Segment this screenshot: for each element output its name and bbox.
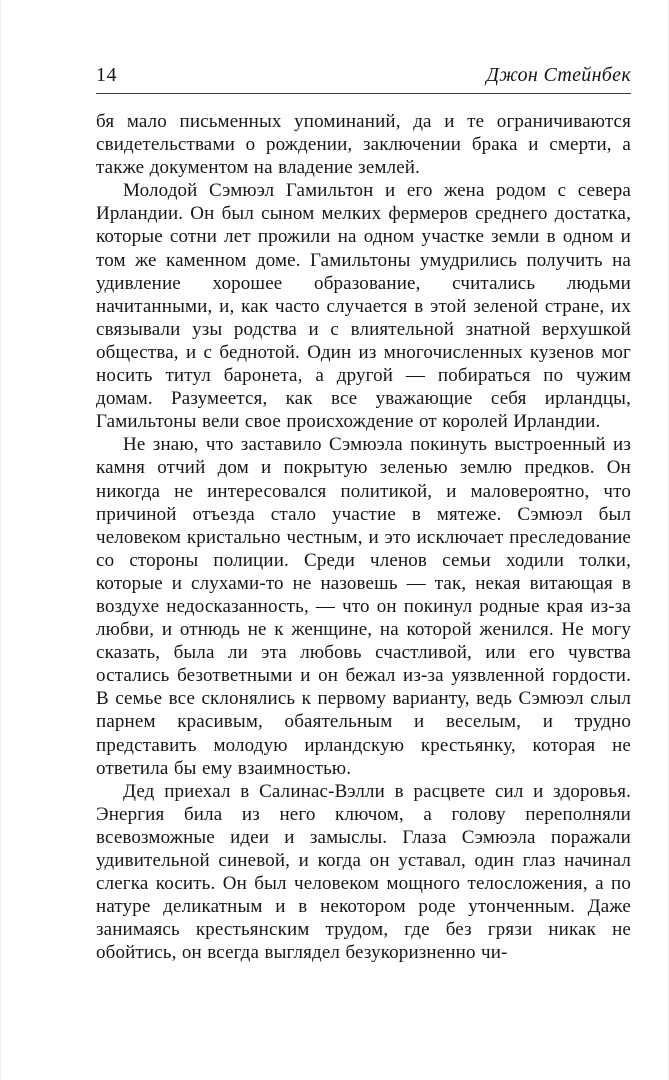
paragraph-continuation: бя мало письменных упоминаний, да и те ограничиваются свидетельствами о рождении, заключении брака и смерти, а также документом на владение землей. [96, 111, 631, 179]
paragraph-leaving-ireland: Не знаю, что заставило Сэмюэла покинуть выстроенный из камня отчий дом и покрытую зеленью землю предков. Он никогда не интересовался политикой, и маловероятно, что причиной отъезда стало участие в мятеже. Сэмюэл был человеком кристально честным, и это исключает преследование со стороны полиции. Среди членов семьи ходили толки, которые и слухами-то не назовешь — так, некая витающая в воздухе недосказанность, — что он покинул родные края из-за любви, и отнюдь не к женщине, на которой женился. Не могу сказать, была ли эта любовь счастливой, или его чувства остались безответными и он бежал из-за уязвленной гордости. В семье все склонялись к первому варианту, ведь Сэмюэл слыл парнем красивым, обаятельным и веселым, и трудно представить молодую ирландскую крестьянку, которая не ответила бы ему взаимностью. [96, 434, 631, 779]
running-title-author: Джон Стейнбек [486, 64, 631, 86]
page-body [96, 110, 631, 964]
paragraph-salinas-arrival: Дед приехал в Салинас-Вэлли в расцвете сил и здоровья. Энергия била из него ключом, а голову переполняли всевозможные идеи и замыслы. Глаза Сэмюэла поражали удивительной синевой, и когда он уставал, один глаз начинал слегка косить. Он был человеком мощного телосложения, а по натуре деликатным и в некотором роде утонченным. Даже занимаясь крестьянским трудом, где без грязи никак не обойтись, он всегда выглядел безукоризненно чи- [96, 780, 631, 964]
page-header [96, 64, 631, 86]
paragraph-hamilton-origin: Молодой Сэмюэл Гамильтон и его жена родом с севера Ирландии. Он был сыном мелких фермеров среднего достатка, которые сотни лет прожили на одном участке земли в одном и том же каменном доме. Гамильтоны умудрились получить на удивление хорошее образование, считались людьми начитанными, и, как часто случается в этой зеленой стране, их связывали узы родства и с влиятельной знатной верхушкой общества, и с беднотой. Один из многочисленных кузенов мог носить титул баронета, а другой — побираться по чужим домам. Разумеется, как все уважающие себя ирландцы, Гамильтоны вели свое происхождение от королей Ирландии. [96, 180, 631, 433]
header-divider [96, 93, 631, 94]
page-number: 14 [96, 64, 117, 86]
